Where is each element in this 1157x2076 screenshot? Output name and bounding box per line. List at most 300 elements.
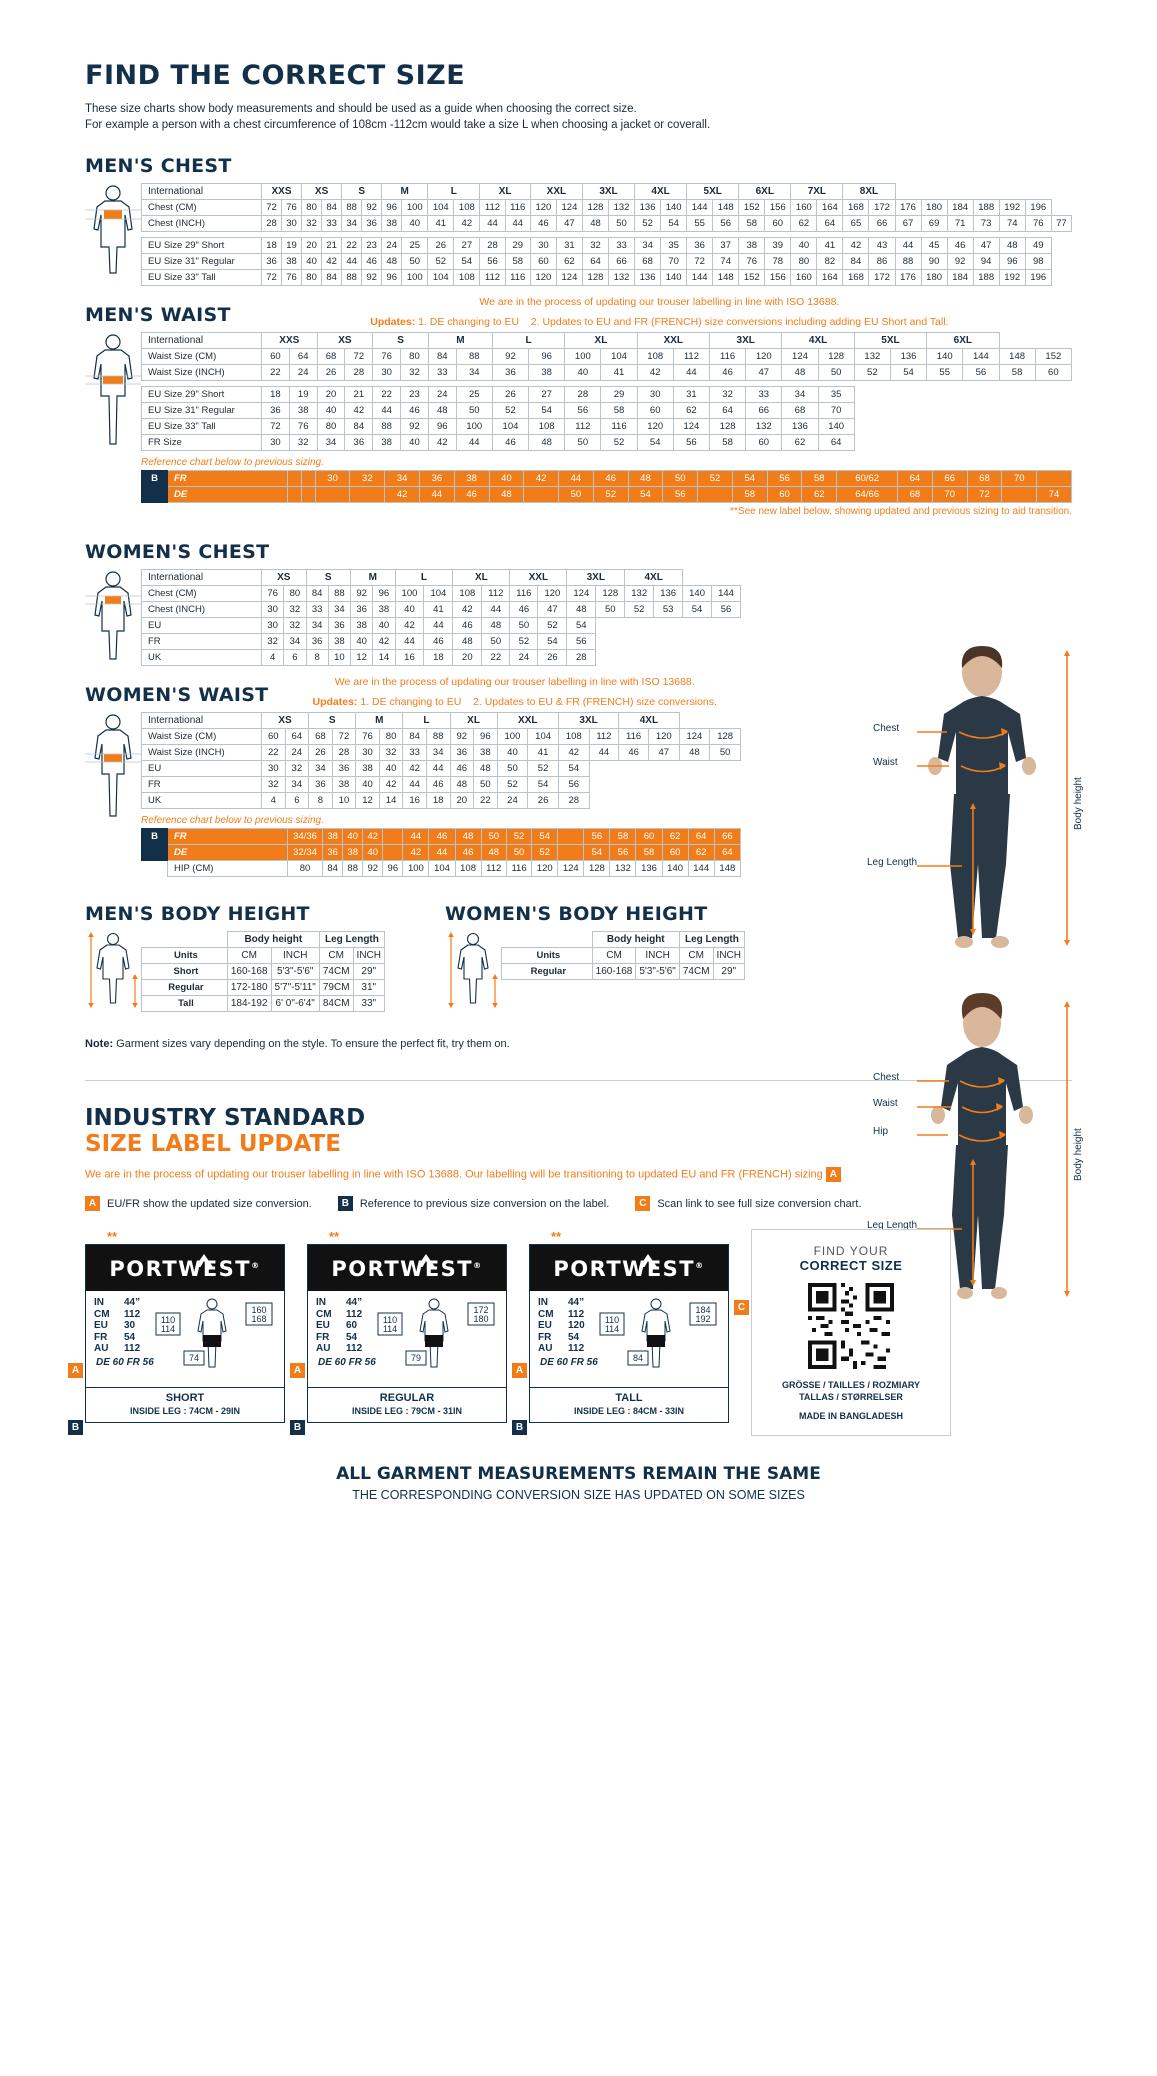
cell: 44 [342, 254, 362, 270]
cell: 38 [343, 845, 363, 861]
cell: 66 [746, 403, 782, 419]
cell: 52 [698, 471, 733, 487]
cell: 160 [791, 200, 817, 216]
cell: 46 [401, 403, 429, 419]
cell: 48 [455, 829, 481, 845]
cell: 21 [345, 387, 373, 403]
cell: 42 [453, 602, 482, 618]
cell: 120 [637, 419, 673, 435]
svg-text:Waist: Waist [873, 757, 898, 768]
cell: 120 [530, 200, 556, 216]
cell: 78 [765, 254, 791, 270]
womens-body-height-table [501, 931, 745, 980]
qr-card[interactable] [737, 1229, 951, 1436]
cell: 44 [403, 829, 429, 845]
row-label: FR [142, 777, 262, 793]
cell: 60/62 [837, 471, 898, 487]
cell: 56 [963, 365, 999, 381]
womens-waist-update-1: 1. DE changing to EU [360, 696, 462, 708]
cell: 36 [262, 254, 282, 270]
cell: 74 [713, 254, 739, 270]
cell: 44 [673, 365, 709, 381]
cell: 74 [999, 216, 1025, 232]
cell [288, 487, 302, 503]
cell: 48 [782, 365, 818, 381]
table-header-row [142, 570, 741, 586]
label-spec-key: EU [538, 1320, 552, 1331]
cell: 50 [482, 634, 510, 650]
row-label: Chest (INCH) [142, 602, 262, 618]
cell: 6' 0"-6'4" [271, 996, 319, 1012]
cell: 76 [289, 419, 317, 435]
cell: 76 [1025, 216, 1051, 232]
cell: 5'3"-5'6" [636, 964, 680, 980]
cell: 12 [351, 650, 373, 666]
cell: 188 [973, 200, 999, 216]
cell: 34 [782, 387, 818, 403]
cell: 34 [635, 238, 661, 254]
cell: 112 [565, 419, 601, 435]
label-body [308, 1291, 506, 1387]
svg-text:114: 114 [604, 1324, 620, 1334]
transition-text: We are in the process of updating our trouser labelling in line with ISO 13688. Our labelling will be transitioning to updated EU and FR (FRENCH) sizing [85, 1168, 823, 1181]
label-fit-name: SHORT [165, 1392, 205, 1404]
cell: 96 [382, 200, 402, 216]
cell: 52 [428, 254, 454, 270]
cell: 20 [317, 387, 345, 403]
cell: 38 [382, 216, 402, 232]
table-header-row [142, 184, 1072, 200]
cell: M [382, 184, 428, 200]
label-spec-value: 60 [346, 1320, 358, 1331]
cell: 80 [791, 254, 817, 270]
svg-text:110: 110 [382, 1315, 398, 1325]
cell: 108 [453, 586, 482, 602]
cell: 54 [584, 845, 610, 861]
cell: 34 [284, 634, 306, 650]
cell: 152 [1035, 349, 1071, 365]
cell: 42 [637, 365, 673, 381]
female-chest-figure [85, 569, 141, 665]
cell: 31 [556, 238, 582, 254]
cell: 34 [309, 761, 333, 777]
cell: 33 [609, 238, 635, 254]
cell: 36 [450, 745, 474, 761]
cell: 52 [510, 634, 538, 650]
cell: 116 [710, 349, 746, 365]
cell: 38 [332, 777, 356, 793]
cell: 52 [492, 403, 528, 419]
cell: 24 [285, 745, 309, 761]
table-row [142, 435, 1072, 451]
intro-line-1: These size charts show body measurements and should be used as a guide when choosing the correct size. [85, 103, 637, 115]
label-tag-b: B [290, 1420, 305, 1435]
cell: 58 [505, 254, 530, 270]
cell: 28 [345, 365, 373, 381]
row-label: EU Size 33" Tall [142, 270, 262, 286]
table-row [142, 745, 741, 761]
cell: 34 [426, 745, 450, 761]
label-spec-value: 44” [568, 1297, 585, 1308]
cell: 92 [351, 586, 373, 602]
previous-sizing-row [142, 471, 1072, 487]
table-row [142, 403, 1072, 419]
cell: 28 [558, 793, 589, 809]
row-label: International [142, 184, 262, 200]
cell: 76 [739, 254, 765, 270]
cell: 72 [262, 270, 282, 286]
label-spec-key: FR [316, 1331, 330, 1343]
cell: 88 [426, 729, 450, 745]
cell: 144 [687, 270, 713, 286]
cell: 24 [382, 238, 402, 254]
cell: 70 [932, 487, 967, 503]
cell: M [428, 333, 492, 349]
cell: 22 [342, 238, 362, 254]
cell: 64 [818, 435, 854, 451]
cell: 56 [712, 602, 741, 618]
cell: 60 [262, 349, 290, 365]
table-row [142, 419, 1072, 435]
cell: 42 [454, 216, 480, 232]
cell: 64/66 [837, 487, 898, 503]
cell: 42 [403, 761, 427, 777]
cell: 79CM [319, 980, 353, 996]
cell: 19 [282, 238, 302, 254]
label-spec-key: EU [316, 1320, 330, 1331]
cell: 196 [1025, 200, 1051, 216]
cell: 168 [843, 200, 869, 216]
row-label: Waist Size (INCH) [142, 365, 262, 381]
cell: 132 [625, 586, 654, 602]
cell: 18 [262, 238, 282, 254]
cell: 29 [601, 387, 637, 403]
cell: L [492, 333, 564, 349]
cell: 67 [895, 216, 921, 232]
footer-line-2: THE CORRESPONDING CONVERSION SIZE HAS UPDATED ON SOME SIZES [352, 1488, 805, 1502]
cell: 52 [593, 487, 628, 503]
cell: 76 [262, 586, 284, 602]
row-label: FR Size [142, 435, 262, 451]
cell: 26 [528, 793, 559, 809]
table-header-row [502, 932, 745, 948]
cell: M [356, 713, 403, 729]
mens-waist-ref-note: Reference chart below to previous sizing. [141, 457, 324, 468]
cell: 52 [506, 829, 531, 845]
cell: XL [453, 570, 510, 586]
cell: Leg Length [319, 932, 384, 948]
cell: 94 [973, 254, 999, 270]
cell: 30 [530, 238, 556, 254]
table-row [142, 861, 741, 877]
table-units-row [142, 948, 385, 964]
cell: 84 [428, 349, 456, 365]
cell: 50 [596, 602, 625, 618]
row-label: EU [142, 761, 262, 777]
cell: 48 [582, 216, 608, 232]
row-label: Regular [142, 980, 228, 996]
cell: 46 [593, 471, 628, 487]
cell: 160-168 [592, 964, 636, 980]
cell: 30 [282, 216, 302, 232]
cell: 96 [428, 419, 456, 435]
cell: 31 [673, 387, 709, 403]
industry-title-2: SIZE LABEL UPDATE [85, 1131, 341, 1157]
cell: XXS [262, 333, 318, 349]
cell: 23 [362, 238, 382, 254]
garment-label [71, 1244, 285, 1433]
cell: 30 [373, 365, 401, 381]
table-row [142, 238, 1072, 254]
cell: 23 [401, 387, 429, 403]
mens-waist-heading: MEN'S WAIST [85, 304, 231, 326]
fit-note-label: Note: [85, 1038, 114, 1050]
cell: 42 [345, 403, 373, 419]
cell: 74CM [679, 964, 713, 980]
cell: 124 [556, 200, 582, 216]
cell: 116 [510, 586, 538, 602]
cell: 50 [818, 365, 854, 381]
cell: 47 [556, 216, 582, 232]
label-fit-name: TALL [615, 1392, 643, 1404]
male-waist-figure [85, 332, 141, 462]
label-spec-value: 112 [346, 1343, 363, 1354]
cell: 60 [746, 435, 782, 451]
cell: 48 [382, 254, 402, 270]
cell: 36 [687, 238, 713, 254]
cell: 90 [921, 254, 947, 270]
cell: S [373, 333, 429, 349]
table-header-row [142, 713, 741, 729]
cell: 36 [345, 435, 373, 451]
label-asterisks: ** [551, 1229, 562, 1244]
brand-name: PORTWEST [331, 1257, 474, 1281]
cell: S [306, 570, 351, 586]
cell: 120 [532, 861, 558, 877]
womens-waist-tbody [142, 713, 741, 809]
mens-waist-update-note-wrap [247, 292, 1072, 332]
cell: 56 [673, 435, 709, 451]
svg-text:Hip: Hip [873, 1126, 889, 1137]
cell: 92 [363, 861, 383, 877]
intro-line-2: For example a person with a chest circumference of 108cm -112cm would take a size L when choosing a jacket or coverall. [85, 119, 711, 131]
svg-text:192: 192 [695, 1314, 711, 1324]
label-spec-key: EU [94, 1320, 108, 1331]
cell: 124 [556, 270, 582, 286]
cell: INCH [271, 948, 319, 964]
cell: 47 [973, 238, 999, 254]
cell: 4XL [619, 713, 679, 729]
cell: 22 [474, 793, 498, 809]
cell: 54 [532, 829, 558, 845]
womens-waist-iso-note: We are in the process of updating our trouser labelling in line with ISO 13688. [334, 676, 695, 688]
svg-text:172: 172 [473, 1305, 489, 1315]
table-units-row [502, 948, 745, 964]
row-label: EU Size 33" Tall [142, 419, 262, 435]
cell: 46 [429, 829, 455, 845]
legend-tag-a: A [85, 1196, 100, 1211]
womens-chest-heading: WOMEN'S CHEST [85, 541, 270, 563]
cell: 72 [262, 419, 290, 435]
cell: 77 [1051, 216, 1071, 232]
cell: 46 [510, 602, 538, 618]
cell: 40 [351, 634, 373, 650]
cell: 80 [302, 200, 322, 216]
cell: 50 [456, 403, 492, 419]
cell: 140 [818, 419, 854, 435]
row-label: Units [502, 948, 593, 964]
cell: L [428, 184, 480, 200]
legend-text: Scan link to see full size conversion chart. [657, 1197, 862, 1210]
cell: 58 [636, 845, 662, 861]
cell: 64 [285, 729, 309, 745]
cell: XXL [497, 713, 558, 729]
cell: 132 [609, 200, 635, 216]
cell: 38 [351, 618, 373, 634]
label-examples-row [71, 1229, 1072, 1436]
cell: CM [679, 948, 713, 964]
cell: 96 [382, 270, 402, 286]
cell: 66 [609, 254, 635, 270]
cell: 140 [927, 349, 963, 365]
cell: 64 [688, 829, 714, 845]
womens-body-height-block [445, 903, 745, 1012]
cell: 140 [662, 861, 688, 877]
cell: 36 [419, 471, 454, 487]
cell: 66 [932, 471, 967, 487]
cell: 132 [854, 349, 890, 365]
cell: 92 [492, 349, 528, 365]
legend-tag-b: B [338, 1196, 353, 1211]
cell: 3XL [582, 184, 634, 200]
svg-text:110: 110 [604, 1315, 620, 1325]
svg-text:74: 74 [188, 1353, 200, 1363]
cell: 46 [426, 777, 450, 793]
brand-logo [308, 1245, 506, 1291]
cell: 132 [746, 419, 782, 435]
cell: 184-192 [227, 996, 271, 1012]
cell: 180 [921, 200, 947, 216]
cell: 40 [401, 435, 429, 451]
row-label: Tall [142, 996, 228, 1012]
cell: 36 [332, 761, 356, 777]
womens-chest-table [141, 569, 741, 666]
cell: XS [262, 570, 307, 586]
cell: 32 [262, 777, 286, 793]
qr-code[interactable] [808, 1283, 894, 1369]
cell: 58 [601, 403, 637, 419]
cell [383, 845, 403, 861]
cell: 104 [528, 729, 559, 745]
cell: XL [480, 184, 531, 200]
cell [698, 487, 733, 503]
cell: 40 [343, 829, 363, 845]
cell: 47 [538, 602, 567, 618]
cell: 74CM [319, 964, 353, 980]
cell: 33 [322, 216, 342, 232]
mens-waist-table [141, 332, 1072, 451]
male-body-diagram [867, 640, 1097, 975]
table-row [142, 761, 741, 777]
cell: Leg Length [679, 932, 744, 948]
cell: 52 [532, 845, 558, 861]
label-size-figure [598, 1295, 720, 1380]
label-spec-key: CM [316, 1308, 332, 1320]
cell: 10 [328, 650, 350, 666]
cell: 47 [648, 745, 679, 761]
cell: 32 [350, 471, 385, 487]
table-row [142, 996, 385, 1012]
cell: XXL [510, 570, 567, 586]
cell: 62 [782, 435, 818, 451]
cell: 5'3"-5'6" [271, 964, 319, 980]
cell: 38 [356, 761, 380, 777]
label-card [71, 1229, 285, 1433]
cell: 96 [999, 254, 1025, 270]
cell: 38 [282, 254, 302, 270]
cell: 7XL [791, 184, 843, 200]
cell: 82 [817, 254, 843, 270]
cell: 26 [492, 387, 528, 403]
svg-text:114: 114 [160, 1324, 176, 1334]
table-row [142, 729, 741, 745]
cell: 84 [322, 270, 342, 286]
spacer-cell [142, 861, 168, 877]
cell: 188 [973, 270, 999, 286]
cell: 30 [262, 435, 290, 451]
row-label: FR [168, 829, 288, 845]
mens-waist-block [85, 332, 1072, 517]
cell: 72 [332, 729, 356, 745]
mens-chest-heading: MEN'S CHEST [85, 155, 232, 177]
cell: 29" [353, 964, 384, 980]
label-body [86, 1291, 284, 1387]
cell: 56 [584, 829, 610, 845]
cell: 48 [628, 471, 663, 487]
cell: 84 [345, 419, 373, 435]
cell: 66 [869, 216, 895, 232]
cell [1002, 487, 1037, 503]
cell: 124 [679, 729, 710, 745]
previous-sizing-row [142, 845, 741, 861]
svg-text:160: 160 [251, 1305, 267, 1315]
cell: 184 [947, 200, 973, 216]
cell: 50 [497, 761, 528, 777]
cell: 164 [817, 270, 843, 286]
label-spec-key: FR [538, 1331, 552, 1343]
cell: 34 [456, 365, 492, 381]
cell: 104 [429, 861, 455, 877]
male-height-figure [85, 931, 141, 1009]
svg-text:114: 114 [382, 1324, 398, 1334]
cell: 24 [497, 793, 528, 809]
cell: 38 [373, 602, 395, 618]
cell: 20 [450, 793, 474, 809]
cell: 3XL [710, 333, 782, 349]
label-spec-value: 112 [568, 1308, 585, 1320]
cell: 28 [567, 650, 596, 666]
cell: 24 [510, 650, 538, 666]
cell: 54 [529, 403, 565, 419]
mens-body-height-heading: MEN'S BODY HEIGHT [85, 903, 310, 925]
cell: 92 [362, 200, 382, 216]
cell: 108 [637, 349, 673, 365]
table-row [142, 216, 1072, 232]
row-label: EU Size 31" Regular [142, 403, 262, 419]
womens-waist-prev-tbody [142, 829, 741, 877]
previous-sizing-tag: B [142, 829, 168, 845]
cell: 22 [373, 387, 401, 403]
